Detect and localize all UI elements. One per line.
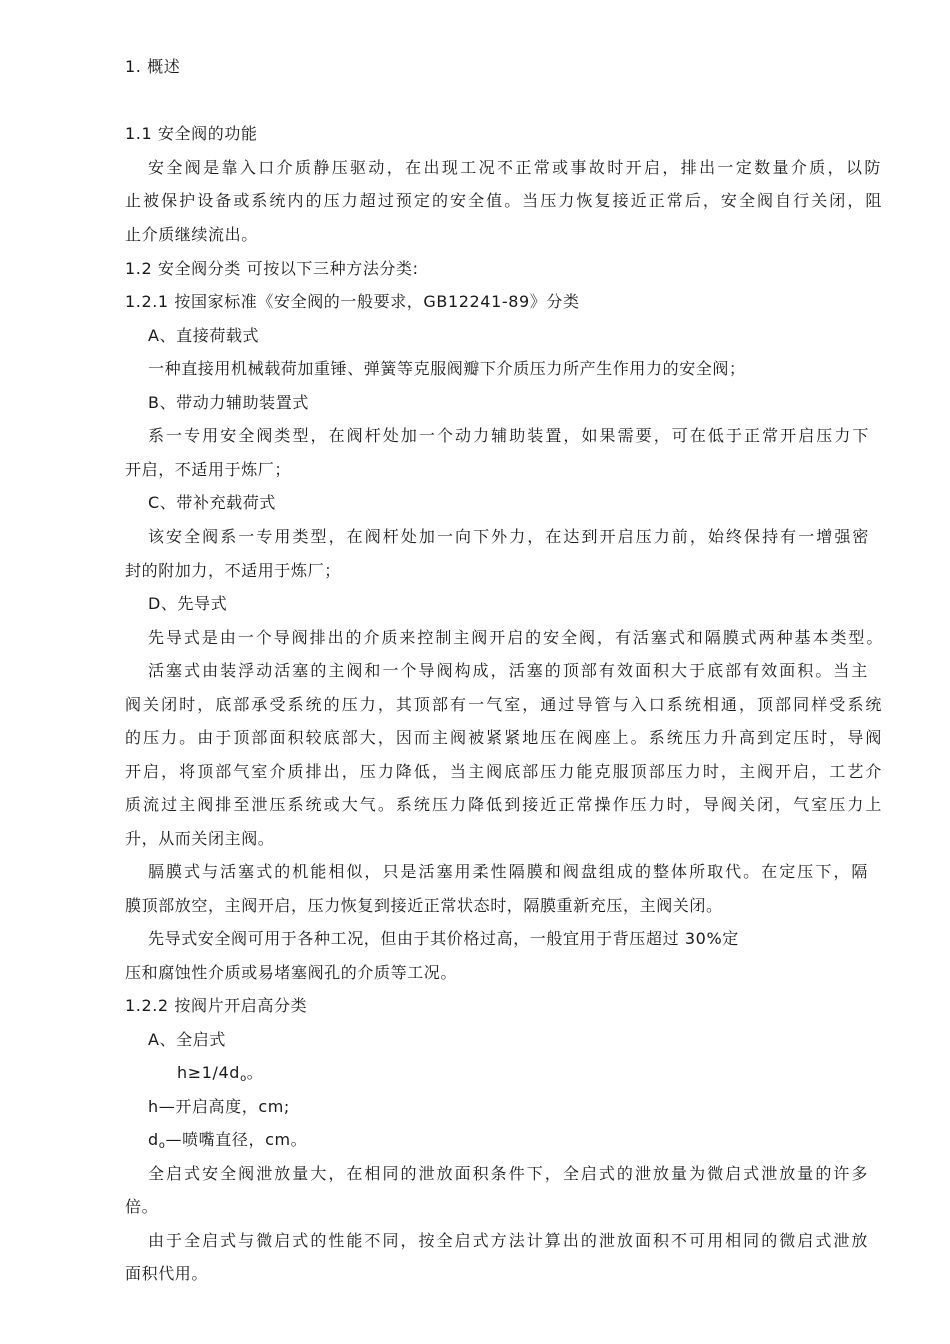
paragraph-line: 倍。 [125, 1197, 159, 1216]
paragraph-line: 由于全启式与微启式的性能不同，按全启式方法计算出的泄放面积不可用相同的微启式泄放 [148, 1231, 868, 1250]
heading-1-overview: 1. 概述 [125, 57, 181, 76]
formula-end: 。 [246, 1063, 264, 1082]
d-definition-text: —喷嘴直径，cm。 [165, 1130, 308, 1149]
heading-1-2-2-lift-height: 1.2.2 按阀片开启高分类 [125, 996, 308, 1015]
paragraph-line: 全启式安全阀泄放量大，在相同的泄放面积条件下，全启式的泄放量为微启式泄放量的许多 [148, 1164, 868, 1183]
d-definition [148, 1129, 908, 1157]
full-lift-title: A、全启式 [148, 1030, 226, 1049]
type-c-title: C、带补充载荷式 [148, 493, 276, 512]
paragraph-line: 先导式安全阀可用于各种工况，但由于其价格过高，一般宜用于背压超过 30%定 [148, 929, 739, 948]
h-definition: h—开启高度，cm; [148, 1097, 290, 1116]
paragraph-line: 开启，不适用于炼厂； [125, 460, 292, 479]
paragraph-line: 阀关闭时，底部承受系统的压力，其顶部有一气室，通过导管与入口系统相通，顶部同样受系统 [125, 695, 882, 714]
type-b-title: B、带动力辅助装置式 [148, 393, 309, 412]
paragraph-line: 封的附加力，不适用于炼厂； [125, 561, 341, 580]
paragraph-line: 先导式是由一个导阀排出的介质来控制主阀开启的安全阀，有活塞式和隔膜式两种基本类型。 [148, 628, 883, 647]
d-symbol: d [148, 1130, 159, 1149]
type-a-title: A、直接荷载式 [148, 326, 260, 345]
paragraph-line: 止被保护设备或系统内的压力超过预定的安全值。当压力恢复接近正常后，安全阀自行关闭，阻 [125, 191, 882, 210]
lift-formula [177, 1062, 937, 1090]
paragraph-line: 膈膜式与活塞式的机能相似，只是活塞用柔性隔膜和阀盘组成的整体所取代。在定压下，隔 [148, 862, 868, 881]
paragraph-line: 止介质继续流出。 [125, 225, 258, 244]
formula-main: h≥1/4d [177, 1063, 241, 1082]
paragraph-line: 活塞式由装浮动活塞的主阀和一个导阀构成，活塞的顶部有效面积大于底部有效面积。当主 [148, 661, 868, 680]
formula-subscript: o [240, 1073, 247, 1084]
paragraph-line: 膜顶部放空，主阀开启，压力恢复到接近正常状态时，隔膜重新充压，主阀关闭。 [125, 896, 723, 915]
paragraph-line: 安全阀是靠入口介质静压驱动，在出现工况不正常或事故时开启，排出一定数量介质，以防 [148, 158, 881, 177]
paragraph-line: 开启，将顶部气室介质排出，压力降低，当主阀底部压力能克服顶部压力时，主阀开启，工艺介 [125, 762, 882, 781]
paragraph-line: 系一专用安全阀类型，在阀杆处加一个动力辅助装置，如果需要，可在低于正常开启压力下 [148, 426, 869, 445]
paragraph-line: 的压力。由于顶部面积较底部大，因而主阀被紧紧地压在阀座上。系统压力升高到定压时，导阀 [125, 728, 882, 747]
heading-1-2-1-national-standard: 1.2.1 按国家标准《安全阀的一般要求，GB12241-89》分类 [125, 292, 580, 311]
paragraph-line: 该安全阀系一专用类型，在阀杆处加一向下外力，在达到开启压力前，始终保持有一增强密 [148, 527, 869, 546]
type-d-title: D、先导式 [148, 594, 228, 613]
paragraph-line: 压和腐蚀性介质或易堵塞阀孔的介质等工况。 [125, 963, 458, 982]
paragraph-line: 面积代用。 [125, 1264, 209, 1283]
paragraph-line: 质流过主阀排至泄压系统或大气。系统压力降低到接近正常操作压力时，导阀关闭，气室压力上 [125, 795, 882, 814]
paragraph-line: 升，从而关闭主阀。 [125, 829, 275, 848]
heading-1-2-classification: 1.2 安全阀分类 可按以下三种方法分类: [125, 259, 419, 278]
paragraph-line: 一种直接用机械载荷加重锤、弹簧等克服阀瓣下介质压力所产生作用力的安全阀； [148, 359, 746, 378]
d-subscript: o [158, 1140, 166, 1151]
heading-1-1-function: 1.1 安全阀的功能 [125, 124, 258, 143]
